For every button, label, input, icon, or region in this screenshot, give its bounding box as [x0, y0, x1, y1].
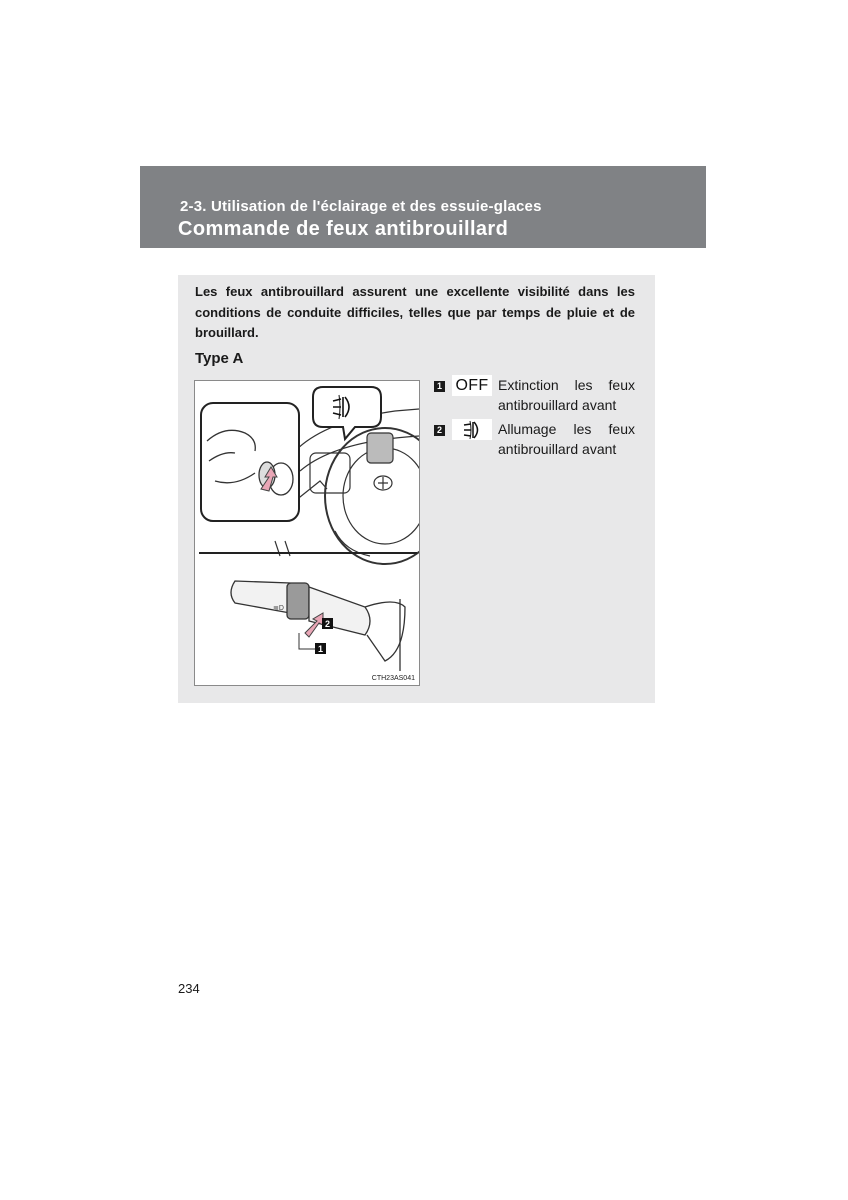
content-box: [178, 275, 655, 703]
callout-2-label: 2: [325, 619, 331, 629]
legend-list: [434, 375, 635, 463]
fog-light-icon: [461, 420, 483, 440]
legend-item-on: [434, 419, 635, 463]
page-number: 234: [178, 981, 200, 996]
off-symbol: [452, 375, 492, 396]
legend-desc-line: antibrouillard avant: [498, 397, 617, 413]
fog-light-symbol: [452, 419, 492, 440]
header-band: [140, 166, 706, 248]
legend-number: 2: [434, 425, 445, 436]
type-heading: Type A: [195, 350, 244, 367]
page-title: Commande de feux antibrouillard: [178, 218, 509, 240]
figure-code: CTH23AS041: [371, 675, 415, 682]
off-symbol-text: OFF: [455, 376, 489, 394]
callout-1-label: 1: [318, 644, 324, 654]
stalk-marking: ≣D: [273, 605, 284, 612]
legend-number: 1: [434, 381, 445, 392]
intro-paragraph: Les feux antibrouillard assurent une excellente visibilité dans les conditions de conduite difficiles, telles que par temps de pluie et de brouillard.: [195, 284, 635, 340]
legend-description: [498, 419, 635, 459]
legend-desc-line: Allumage les feux: [498, 421, 635, 437]
legend-item-off: [434, 375, 635, 419]
legend-desc-line: antibrouillard avant: [498, 441, 617, 457]
fog-light-switch-illustration: [194, 380, 420, 686]
legend-description: [498, 375, 635, 415]
legend-desc-line: Extinction les feux: [498, 377, 635, 393]
section-title: 2-3. Utilisation de l'éclairage et des essuie-glaces: [180, 198, 542, 215]
illustration-drawing: [195, 381, 420, 686]
